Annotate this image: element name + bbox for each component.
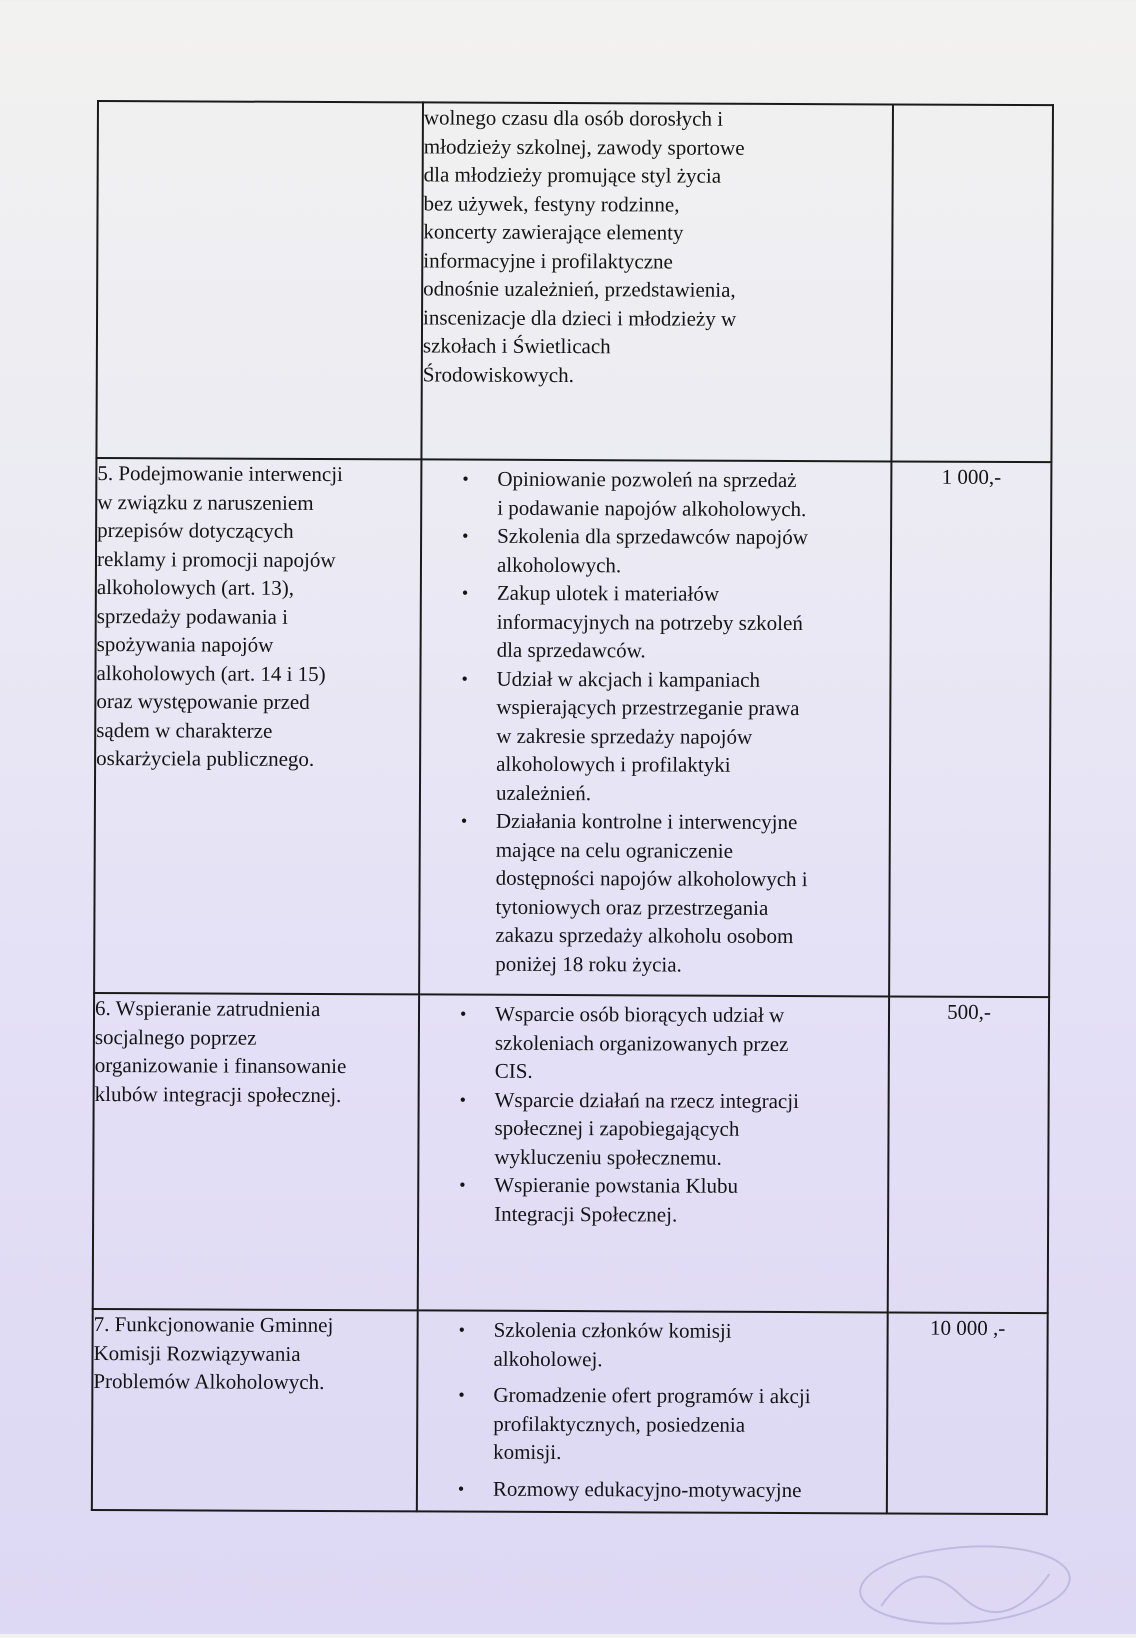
bullet-line: Wsparcie działań na rzecz integracji <box>494 1087 800 1113</box>
bullet-line: CIS. <box>494 1058 533 1083</box>
task-line: sądem w charakterze <box>96 717 273 743</box>
bullet-line: Szkolenia dla sprzedawców napojów <box>497 523 808 550</box>
task-line: Problemów Alkoholowych. <box>93 1368 325 1395</box>
list-item <box>422 464 882 523</box>
list-item <box>422 521 882 580</box>
task-line: spożywania napojów <box>96 632 274 657</box>
bullet-line: Wspieranie powstania Klubu <box>494 1172 739 1198</box>
bullet-icon: • <box>462 468 469 489</box>
task-cell <box>93 993 419 1310</box>
bullet-line: Zakup ulotek i materiałów <box>496 580 720 606</box>
task-line: reklamy i promocji napojów <box>96 546 336 572</box>
task-line: klubów integracji społecznej. <box>94 1081 342 1107</box>
bullet-line: tytoniowych oraz przestrzegania <box>495 894 769 920</box>
bullet-line: Opiniowanie pozwoleń na sprzedaż <box>497 466 797 493</box>
bullet-line: dostępności napojów alkoholowych i <box>495 865 808 892</box>
bullet-list <box>418 1315 887 1504</box>
bullet-line: szkoleniach organizowanych przez <box>494 1030 789 1056</box>
stamp-bleedthrough-icon <box>847 1532 1083 1638</box>
description-line: wolnego czasu dla osób dorosłych i <box>423 105 724 131</box>
bullet-list <box>420 464 890 979</box>
task-line: alkoholowych (art. 14 i 15) <box>96 660 326 686</box>
bullet-line: Działania kontrolne i interwencyjne <box>495 808 798 835</box>
amount-cell: 500,- <box>888 996 1049 1313</box>
description-line: młodzieży szkolnej, zawody sportowe <box>423 133 745 160</box>
list-item <box>420 999 880 1087</box>
task-cell <box>92 1309 418 1511</box>
bullet-line: wykluczeniu społecznemu. <box>494 1144 722 1170</box>
task-line: 6. Wspieranie zatrudnienia <box>94 996 321 1021</box>
table-row <box>96 101 1053 462</box>
list-item <box>419 1170 879 1229</box>
description-line: bez używek, festyny rodzinne, <box>423 190 680 217</box>
description-line: dla młodzieży promujące styl życia <box>423 162 722 188</box>
bullet-icon: • <box>457 1478 465 1499</box>
bullet-icon: • <box>462 525 469 546</box>
list-item <box>418 1315 878 1374</box>
task-line: 7. Funkcjonowanie Gminnej <box>93 1311 334 1338</box>
task-line: oskarżyciela publicznego. <box>96 746 315 771</box>
bullet-line: poniżej 18 roku życia. <box>495 951 682 977</box>
description-cell <box>419 459 891 996</box>
task-line: sprzedaży podawania i <box>96 603 289 629</box>
task-line: oraz występowanie przed <box>96 689 310 714</box>
bullet-line: komisji. <box>493 1439 562 1465</box>
task-line: alkoholowych (art. 13), <box>96 575 295 600</box>
table-row <box>93 993 1049 1313</box>
task-line: socjalnego poprzez <box>94 1024 257 1050</box>
amount-cell: 10 000 ,- <box>887 1312 1048 1514</box>
list-item <box>421 664 882 809</box>
list-item <box>422 578 882 666</box>
description-cell <box>417 1310 888 1513</box>
bullet-icon: • <box>459 1089 467 1110</box>
bullet-line: informacyjnych na potrzeby szkoleń <box>496 609 803 635</box>
task-line: 5. Podejmowanie interwencji <box>97 461 343 487</box>
bullet-line: i podawanie napojów alkoholowych. <box>497 495 807 521</box>
task-line: przepisów dotyczących <box>97 518 294 543</box>
task-cell <box>94 458 421 994</box>
bullet-icon: • <box>459 1003 467 1024</box>
bullet-icon: • <box>461 668 468 689</box>
bullet-line: dla sprzedawców. <box>496 637 646 663</box>
bullet-line: mające na celu ograniczenie <box>495 837 734 863</box>
bullet-line: uzależnień. <box>495 780 592 805</box>
table-row <box>92 1309 1048 1514</box>
list-item <box>420 806 881 979</box>
bullet-line: Szkolenia członków komisji <box>493 1317 732 1343</box>
bullet-icon: • <box>459 1174 466 1195</box>
bullet-line: społecznej i zapobiegających <box>494 1115 740 1141</box>
amount-cell: 1 000,- <box>889 461 1051 997</box>
description-line: koncerty zawierające elementy <box>423 219 684 245</box>
description-line: szkołach i Świetlicach <box>422 333 611 359</box>
bullet-line: alkoholowych. <box>496 552 622 577</box>
bullet-line: Gromadzenie ofert programów i akcji <box>493 1382 811 1409</box>
description-cell <box>418 994 889 1312</box>
task-line: Komisji Rozwiązywania <box>93 1340 301 1366</box>
program-table <box>91 100 1054 1515</box>
bullet-icon: • <box>458 1319 465 1340</box>
bullet-list <box>419 999 888 1229</box>
bullet-line: alkoholowej. <box>493 1346 603 1371</box>
list-item <box>419 1085 879 1173</box>
description-line: inscenizacje dla dzieci i młodzieży w <box>423 304 737 331</box>
amount-cell <box>891 104 1053 462</box>
bullet-line: wspierających przestrzeganie prawa <box>496 694 800 721</box>
bullet-icon: • <box>460 810 468 831</box>
bullet-line: w zakresie sprzedaży napojów <box>496 723 753 749</box>
description-cell <box>421 102 893 461</box>
bullet-icon: • <box>458 1384 465 1405</box>
list-item <box>418 1474 878 1505</box>
task-line: organizowanie i finansowanie <box>94 1052 347 1079</box>
bullet-line: Rozmowy edukacyjno-motywacyjne <box>492 1476 802 1502</box>
bullet-line: zakazu sprzedaży alkoholu osobom <box>495 922 794 949</box>
bullet-line: profilaktycznych, posiedzenia <box>493 1411 746 1437</box>
task-cell <box>96 101 423 459</box>
task-line: w związku z naruszeniem <box>97 489 314 515</box>
bullet-line: Integracji Społecznej. <box>494 1201 678 1227</box>
bullet-line: Wsparcie osób biorących udział w <box>494 1001 785 1028</box>
table-row <box>94 458 1051 997</box>
list-item <box>418 1380 878 1468</box>
bullet-line: alkoholowych i profilaktyki <box>496 751 731 777</box>
description-line: odnośnie uzależnień, przedstawienia, <box>423 276 736 302</box>
description-line: Środowiskowych. <box>422 361 574 387</box>
bullet-icon: • <box>461 582 469 603</box>
bullet-line: Udział w akcjach i kampaniach <box>496 666 761 692</box>
description-line: informacyjne i profilaktyczne <box>423 247 673 274</box>
